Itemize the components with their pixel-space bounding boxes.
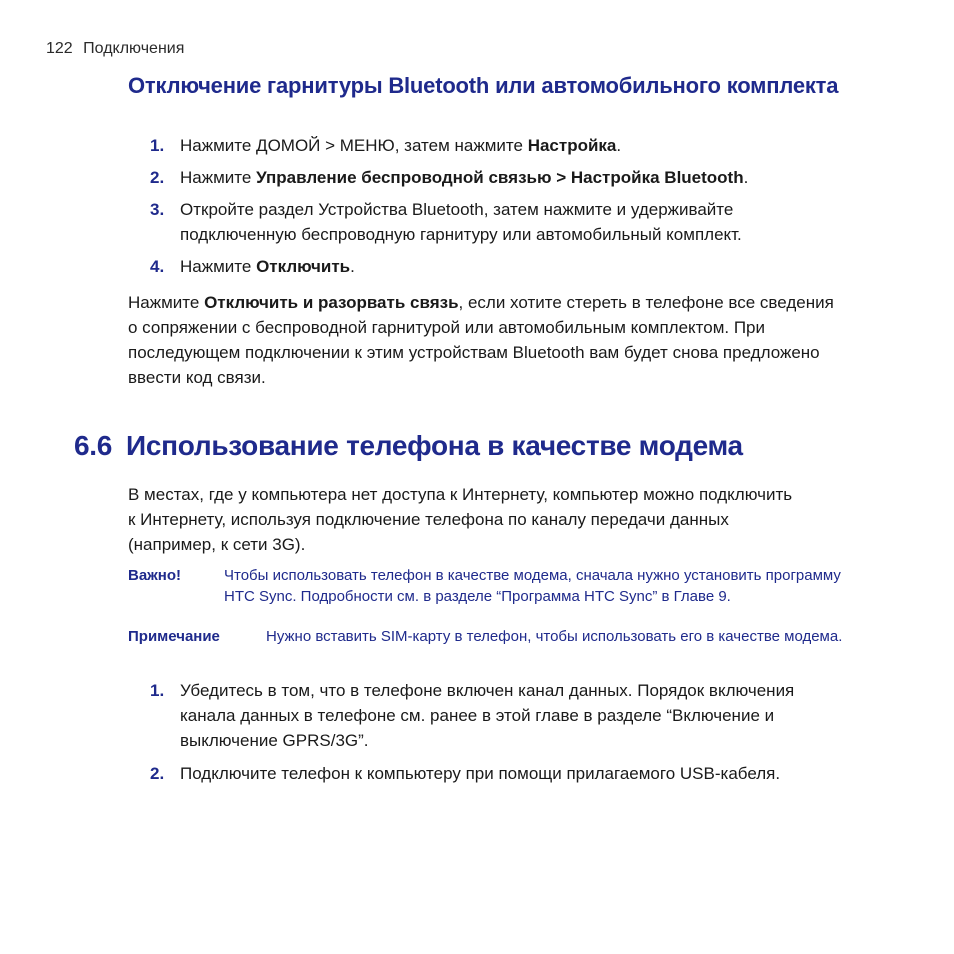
disconnect-steps <box>128 133 888 279</box>
step-text-end: . <box>350 257 355 276</box>
page-number: 122 <box>46 40 73 57</box>
step-text: Нажмите <box>180 168 257 187</box>
section-title-text: Использование телефона в качестве модема <box>126 430 743 461</box>
step-text: Убедитесь в том, что в телефоне включен канал данных. Порядок включения канала данных в телефоне см. ранее в этой главе в разделе “Включение и выключение GPRS/3G”. <box>180 681 795 750</box>
step-text: Нажмите ДОМОЙ > МЕНЮ, затем нажмите <box>180 136 528 155</box>
step-text: Нажмите <box>180 257 257 276</box>
step-number: 3. <box>150 200 165 219</box>
step-bold-text: Управление беспроводной связью > Настройка Bluetooth <box>256 168 744 187</box>
step-text: Откройте раздел Устройства Bluetooth, затем нажмите и удерживайте подключенную беспроводную гарнитуру или автомобильный комплект. <box>180 200 742 244</box>
remark-label: Примечание <box>128 628 220 645</box>
section-intro-paragraph: В местах, где у компьютера нет доступа к Интернету, компьютер можно подключить к Интернету, используя подключение телефона по каналу передачи данных (например, к сети 3G). <box>128 485 793 554</box>
section-title <box>74 430 894 462</box>
step-text-end: . <box>743 168 749 187</box>
step-bold-text: Настройка <box>527 136 617 155</box>
note-text-end: , если хотите стереть в телефоне все сведения о сопряжении с беспроводной гарнитурой или автомобильным комплектом. При последующем подключении к этим устройствам Bluetooth вам будет снова предложено ввести код связи. <box>128 293 834 387</box>
step-item <box>128 254 888 279</box>
section-number: 6.6 <box>74 430 113 461</box>
important-label: Важно! <box>128 567 182 584</box>
step-number: 2. <box>150 764 165 783</box>
step-number: 1. <box>150 136 165 155</box>
disconnect-note-paragraph <box>128 290 844 390</box>
step-item <box>128 133 888 158</box>
step-item <box>128 678 808 753</box>
step-bold-text: Отключить <box>256 257 351 276</box>
step-text-end: . <box>616 136 622 155</box>
note-bold-text: Отключить и разорвать связь <box>204 293 459 312</box>
modem-steps <box>128 678 888 786</box>
step-item <box>128 165 888 190</box>
important-callout <box>128 565 868 607</box>
step-text: Подключите телефон к компьютеру при помощи прилагаемого USB-кабеля. <box>180 764 781 783</box>
important-text: Чтобы использовать телефон в качестве модема, сначала нужно установить программу HTC Sync. Подробности см. в разделе “Программа HTC Sync” в Главе 9. <box>224 567 841 605</box>
remark-text: Нужно вставить SIM-карту в телефон, чтобы использовать его в качестве модема. <box>266 628 843 645</box>
step-item <box>128 761 888 786</box>
step-number: 1. <box>150 681 165 700</box>
subsection-heading: Отключение гарнитуры Bluetooth или автомобильного комплекта <box>128 73 839 98</box>
remark-callout <box>128 626 868 647</box>
note-text: Нажмите <box>128 293 205 312</box>
page-header <box>46 40 184 58</box>
step-item <box>128 197 820 247</box>
step-number: 4. <box>150 257 165 276</box>
step-number: 2. <box>150 168 165 187</box>
running-section-title: Подключения <box>83 40 185 57</box>
